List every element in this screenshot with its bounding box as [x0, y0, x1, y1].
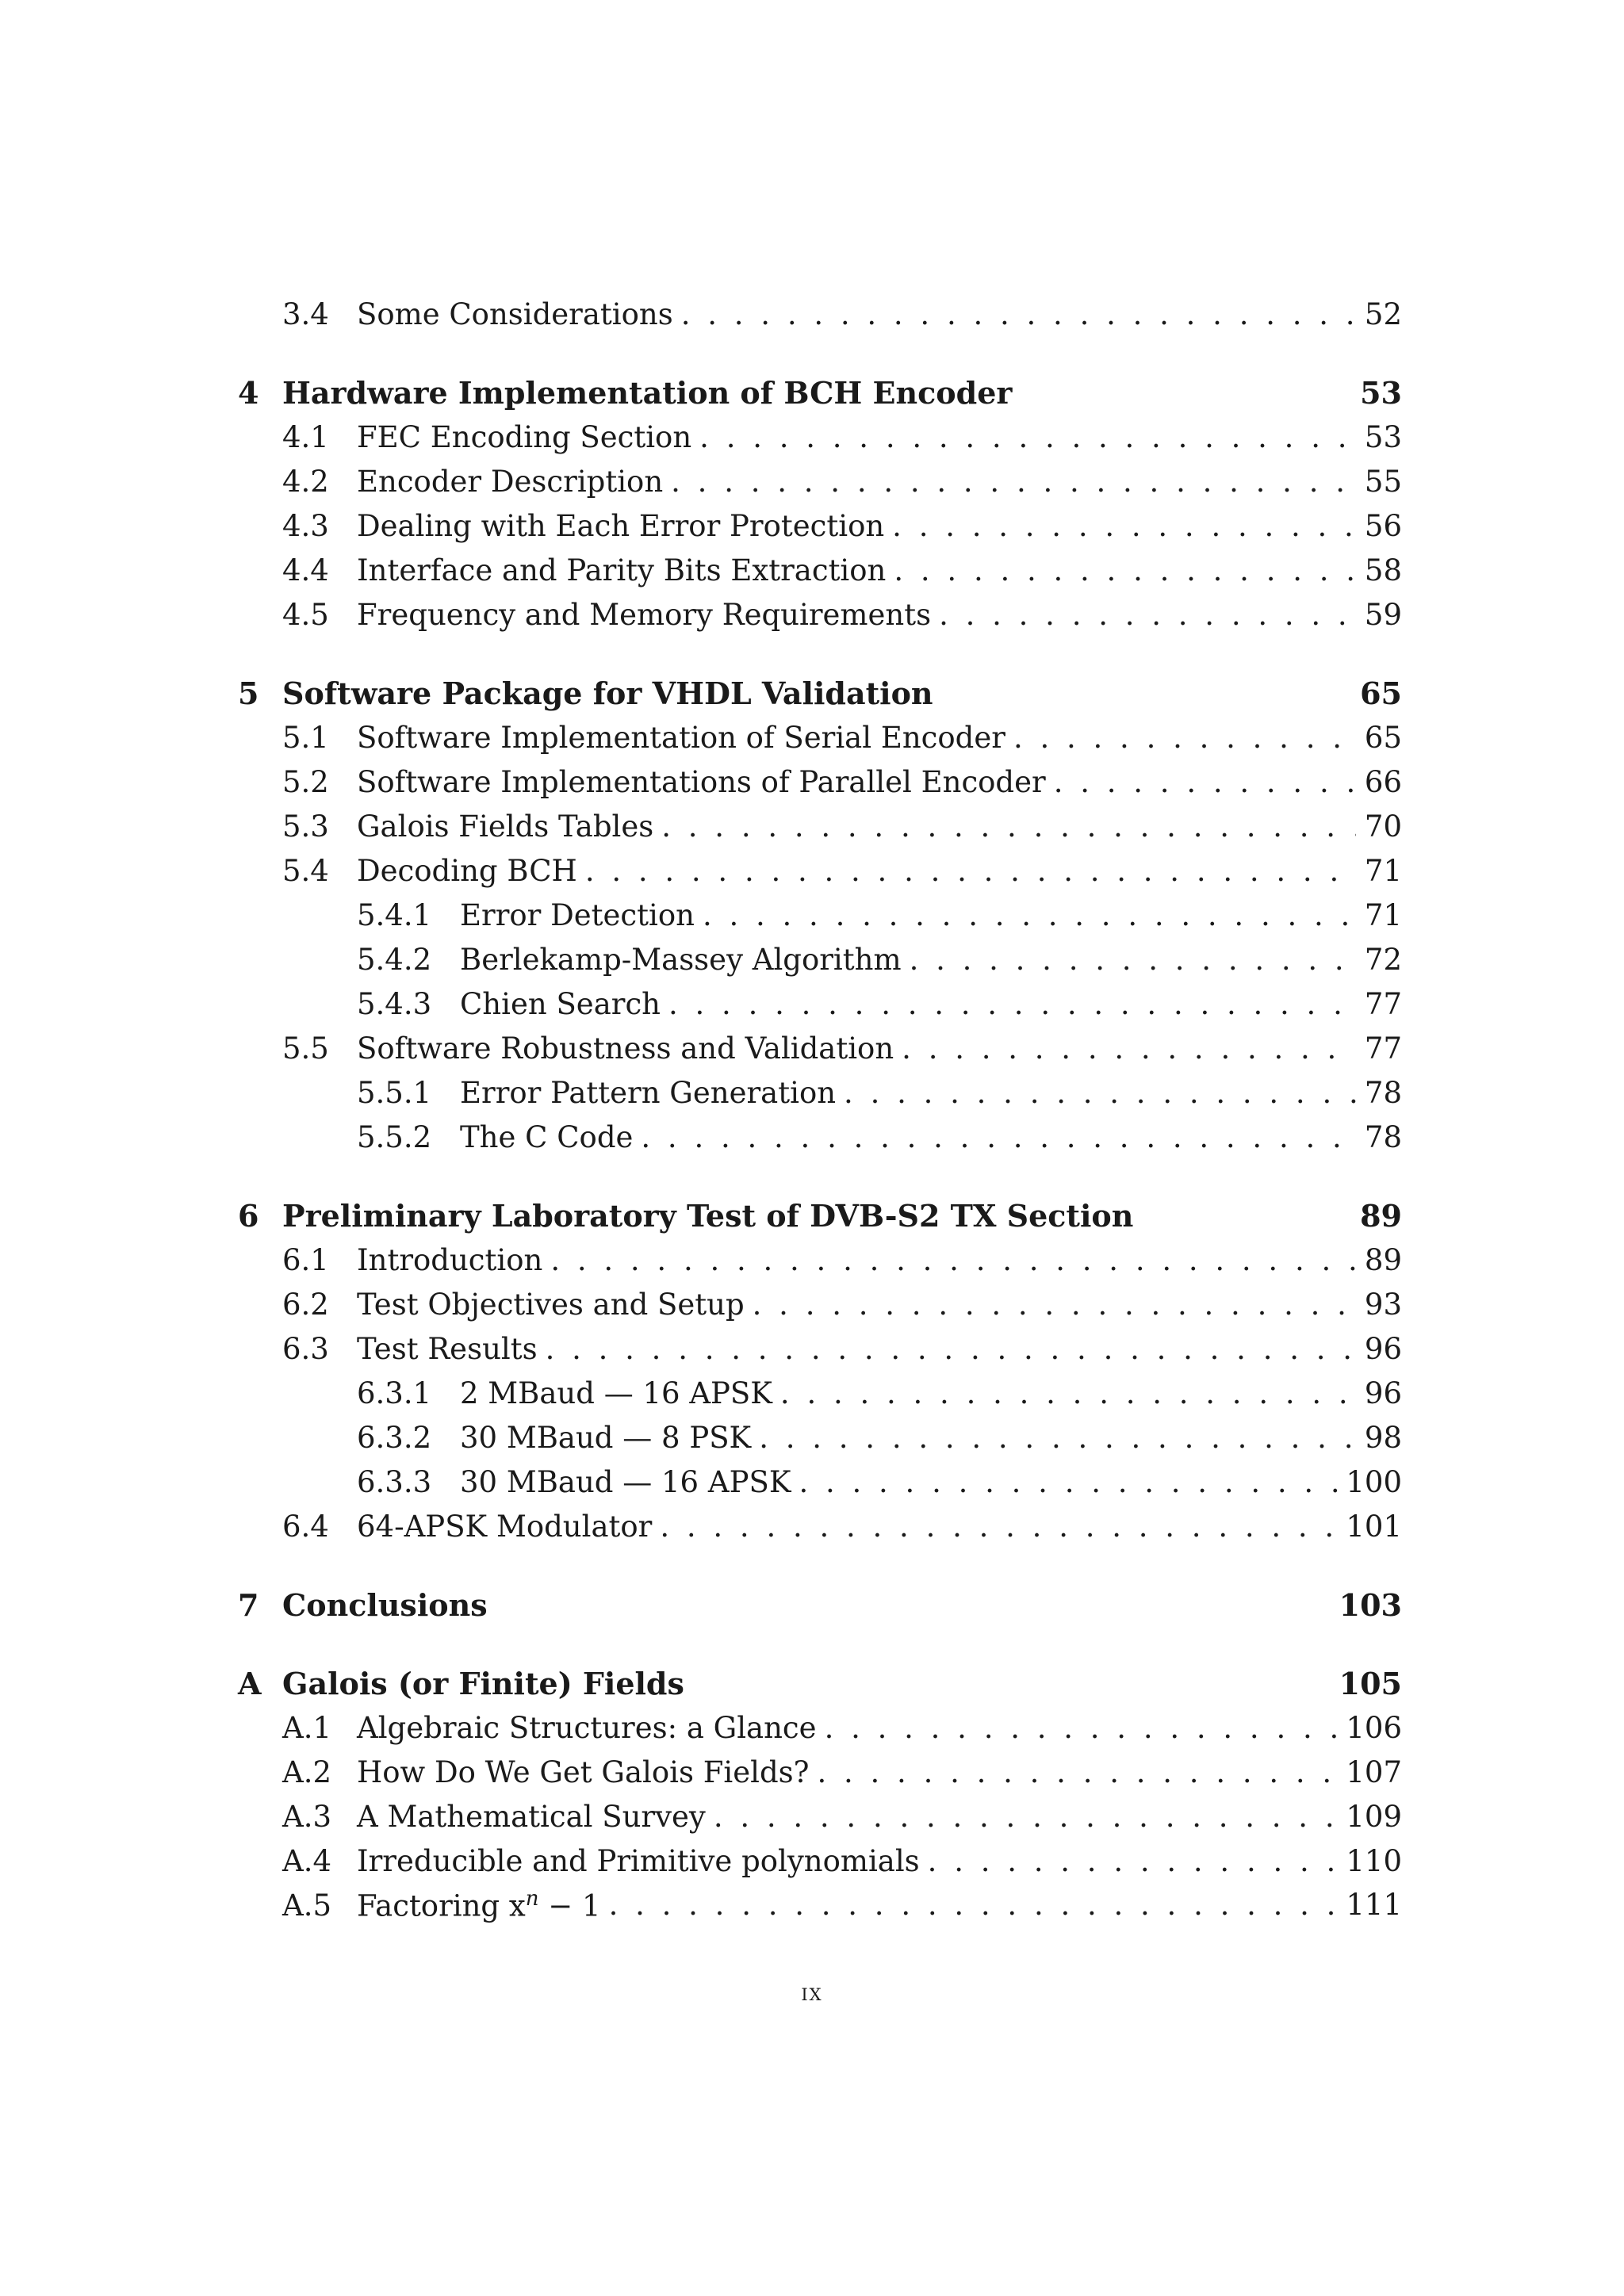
entry-title-line	[282, 1587, 1402, 1623]
entry-page-number: 96	[1364, 1376, 1402, 1410]
entry-title-line	[460, 898, 1402, 932]
dot-leader	[703, 898, 1356, 932]
entry-title-line	[357, 854, 1402, 888]
entry-title-line	[282, 675, 1402, 711]
toc-section-entry[interactable]	[238, 292, 1402, 336]
entry-title-text: 30 MBaud — 8 PSK	[460, 1420, 752, 1455]
entry-page-number: 65	[1360, 675, 1402, 711]
dot-leader	[609, 1888, 1340, 1922]
entry-title-line	[357, 1031, 1402, 1066]
toc-section-entry[interactable]	[238, 415, 1402, 459]
entry-title-text: Berlekamp-Massey Algorithm	[460, 942, 902, 977]
entry-number: 6.3.2	[357, 1420, 432, 1455]
entry-title-line	[357, 1332, 1402, 1366]
dot-leader	[844, 1076, 1356, 1110]
dot-leader	[585, 854, 1356, 888]
entry-number: A	[238, 1665, 262, 1701]
dot-leader	[928, 1844, 1340, 1878]
dot-leader	[825, 1711, 1340, 1745]
entry-number: 5.4.1	[357, 897, 432, 932]
entry-title-line	[357, 765, 1402, 799]
toc-section-entry[interactable]	[238, 1839, 1402, 1883]
dot-leader	[902, 1031, 1356, 1066]
entry-title-text: Galois (or Finite) Fields	[282, 1665, 684, 1701]
entry-number: 4	[238, 374, 259, 411]
dot-leader	[699, 420, 1356, 454]
entry-title	[357, 1711, 825, 1745]
entry-title	[282, 1587, 496, 1623]
entry-page-number: 53	[1360, 374, 1402, 411]
entry-page-number: 52	[1364, 297, 1402, 331]
math-tail: − 1	[538, 1888, 601, 1923]
entry-title-text: Software Package for VHDL Validation	[282, 675, 933, 711]
entry-page-number: 56	[1364, 508, 1402, 543]
entry-title	[357, 854, 585, 888]
dot-leader	[780, 1376, 1356, 1410]
entry-page-number: 65	[1364, 720, 1402, 755]
entry-number: 4.2	[282, 464, 329, 499]
entry-title	[460, 898, 703, 932]
toc-section-entry[interactable]	[238, 848, 1402, 893]
dot-leader	[671, 465, 1356, 499]
dot-leader	[660, 1510, 1339, 1544]
entry-title-text: 64-APSK Modulator	[357, 1509, 653, 1544]
entry-page-number: 71	[1364, 897, 1402, 932]
entry-title-text: Software Implementations of Parallel Encoder	[357, 764, 1046, 799]
toc-section-entry[interactable]	[238, 1238, 1402, 1282]
toc-section-entry[interactable]	[238, 1326, 1402, 1371]
entry-page-number: 59	[1364, 597, 1402, 632]
dot-leader	[910, 943, 1356, 977]
entry-page-number: 110	[1346, 1843, 1402, 1878]
entry-title-text: 2 MBaud — 16 APSK	[460, 1376, 772, 1410]
entry-title-text: Preliminary Laboratory Test of DVB-S2 TX Section	[282, 1197, 1134, 1234]
entry-page-number: 105	[1339, 1665, 1402, 1701]
toc-subsection-entry[interactable]	[238, 1371, 1402, 1415]
entry-title	[357, 1332, 546, 1366]
entry-title	[282, 1666, 692, 1701]
math-superscript: n	[525, 1887, 539, 1911]
entry-title-line	[357, 1887, 1402, 1923]
entry-page-number: 77	[1364, 1031, 1402, 1066]
entry-page-number: 100	[1346, 1464, 1402, 1499]
entry-title-line	[357, 1755, 1402, 1789]
entry-title-text: Error Detection	[460, 897, 695, 932]
entry-title	[357, 420, 699, 454]
entry-number: 4.1	[282, 419, 329, 454]
entry-title-line	[357, 297, 1402, 331]
entry-page-number: 71	[1364, 853, 1402, 888]
entry-page-number: 109	[1346, 1799, 1402, 1834]
table-of-contents	[238, 292, 1402, 1927]
entry-title-line	[460, 1076, 1402, 1110]
toc-subsection-entry[interactable]	[238, 1460, 1402, 1504]
toc-chapter-entry[interactable]	[238, 1193, 1402, 1238]
toc-section-entry[interactable]	[238, 1705, 1402, 1750]
entry-title-text: Encoder Description	[357, 464, 664, 499]
entry-title-line	[460, 1421, 1402, 1455]
entry-title-line	[357, 420, 1402, 454]
entry-title-text: Test Results	[357, 1331, 538, 1366]
entry-number: 5.5	[282, 1031, 329, 1066]
entry-title	[357, 809, 661, 844]
entry-page-number: 89	[1360, 1197, 1402, 1234]
toc-subsection-entry[interactable]	[238, 937, 1402, 982]
toc-section-entry[interactable]	[238, 715, 1402, 760]
entry-title-line	[460, 1376, 1402, 1410]
entry-title-text: Algebraic Structures: a Glance	[357, 1710, 817, 1745]
entry-number: 6.3	[282, 1331, 329, 1366]
dot-leader	[817, 1755, 1339, 1789]
entry-title	[460, 1465, 799, 1499]
dot-leader	[894, 553, 1356, 587]
entry-title-text: Introduction	[357, 1242, 543, 1277]
dot-leader	[799, 1465, 1339, 1499]
entry-number: 6.3.3	[357, 1464, 432, 1499]
toc-section-entry[interactable]	[238, 1504, 1402, 1548]
entry-title-line	[357, 1844, 1402, 1878]
entry-title-text: Some Considerations	[357, 297, 673, 331]
entry-number: 6.4	[282, 1509, 329, 1544]
toc-section-entry[interactable]	[238, 1282, 1402, 1326]
entry-page-number: 106	[1346, 1710, 1402, 1745]
entry-title	[357, 465, 671, 499]
dot-leader	[661, 809, 1356, 844]
entry-title-line	[460, 1465, 1402, 1499]
toc-chapter-entry[interactable]	[238, 1582, 1402, 1627]
entry-page-number: 89	[1364, 1242, 1402, 1277]
entry-title-line	[282, 1666, 1402, 1701]
toc-chapter-entry[interactable]	[238, 1661, 1402, 1705]
entry-title	[460, 987, 668, 1021]
entry-title-line	[357, 598, 1402, 632]
entry-page-number: 55	[1364, 464, 1402, 499]
entry-number: 5.3	[282, 809, 329, 844]
entry-title-line	[357, 509, 1402, 543]
toc-section-entry[interactable]	[238, 459, 1402, 503]
entry-number: A.1	[282, 1710, 332, 1745]
entry-number: A.4	[282, 1843, 332, 1878]
entry-title	[357, 1887, 609, 1923]
entry-page-number: 78	[1364, 1075, 1402, 1110]
entry-number: A.3	[282, 1799, 332, 1834]
dot-leader	[939, 598, 1356, 632]
entry-number: 4.5	[282, 597, 329, 632]
toc-chapter-entry[interactable]	[238, 671, 1402, 715]
entry-title	[357, 1844, 928, 1878]
dot-leader	[753, 1288, 1356, 1322]
page-number: ix	[801, 1979, 823, 2007]
entry-title-line	[282, 1198, 1402, 1234]
entry-number: 5.2	[282, 764, 329, 799]
toc-section-entry[interactable]	[238, 760, 1402, 804]
entry-title	[357, 1800, 714, 1834]
entry-title-text: Conclusions	[282, 1586, 488, 1623]
entry-title-line	[357, 809, 1402, 844]
entry-title	[282, 375, 1020, 411]
entry-title	[357, 1510, 660, 1544]
entry-title-text: Interface and Parity Bits Extraction	[357, 553, 887, 587]
entry-page-number: 98	[1364, 1420, 1402, 1455]
entry-title-line	[357, 465, 1402, 499]
toc-subsection-entry[interactable]	[238, 1070, 1402, 1115]
toc-chapter-entry[interactable]	[238, 370, 1402, 415]
toc-section-entry[interactable]	[238, 1794, 1402, 1839]
entry-title	[282, 1198, 1141, 1234]
entry-number: 6	[238, 1197, 259, 1234]
entry-number: 5.4.3	[357, 986, 432, 1021]
entry-title-text: Software Implementation of Serial Encoder	[357, 720, 1005, 755]
entry-title	[460, 943, 910, 977]
entry-title-text: How Do We Get Galois Fields?	[357, 1755, 810, 1789]
entry-number: 6.2	[282, 1287, 329, 1322]
entry-number: 6.1	[282, 1242, 329, 1277]
entry-title	[357, 1288, 753, 1322]
entry-title-text: Frequency and Memory Requirements	[357, 597, 932, 632]
entry-title	[357, 721, 1013, 755]
entry-title	[357, 598, 939, 632]
dot-leader	[546, 1332, 1356, 1366]
entry-page-number: 103	[1339, 1586, 1402, 1623]
entry-number: 7	[238, 1586, 259, 1623]
entry-page-number: 96	[1364, 1331, 1402, 1366]
entry-title-line	[460, 987, 1402, 1021]
entry-title-text: Hardware Implementation of BCH Encoder	[282, 374, 1013, 411]
entry-page-number: 53	[1364, 419, 1402, 454]
entry-title-text: Error Pattern Generation	[460, 1075, 837, 1110]
entry-title-line	[357, 1243, 1402, 1277]
toc-section-entry[interactable]	[238, 592, 1402, 637]
entry-title	[357, 1755, 817, 1789]
entry-number: 5.5.1	[357, 1075, 432, 1110]
entry-number: 5.4	[282, 853, 329, 888]
entry-title-text: FEC Encoding Section	[357, 419, 692, 454]
entry-page-number: 72	[1364, 942, 1402, 977]
entry-title-text: A Mathematical Survey	[357, 1799, 706, 1834]
toc-subsection-entry[interactable]	[238, 1115, 1402, 1159]
toc-subsection-entry[interactable]	[238, 982, 1402, 1026]
entry-title-text: Galois Fields Tables	[357, 809, 654, 844]
entry-title	[460, 1421, 759, 1455]
entry-title-text: Irreducible and Primitive polynomials	[357, 1843, 920, 1878]
entry-title-text: Chien Search	[460, 986, 661, 1021]
entry-title	[357, 1031, 902, 1066]
entry-title-line	[357, 1711, 1402, 1745]
entry-title-text: Test Objectives and Setup	[357, 1287, 745, 1322]
entry-title-text: Factoring x	[357, 1888, 526, 1923]
dot-leader	[668, 987, 1356, 1021]
toc-section-entry[interactable]	[238, 503, 1402, 548]
entry-title-line	[357, 721, 1402, 755]
entry-title-text: Dealing with Each Error Protection	[357, 508, 885, 543]
entry-title	[460, 1376, 780, 1410]
toc-subsection-entry[interactable]	[238, 1415, 1402, 1460]
entry-number: 5.1	[282, 720, 329, 755]
entry-title	[357, 765, 1054, 799]
toc-section-entry[interactable]	[238, 804, 1402, 848]
entry-title	[357, 553, 894, 587]
entry-page-number: 70	[1364, 809, 1402, 844]
entry-title	[460, 1120, 641, 1154]
entry-page-number: 111	[1346, 1888, 1402, 1923]
toc-section-entry[interactable]	[238, 1750, 1402, 1794]
entry-title-line	[357, 1288, 1402, 1322]
dot-leader	[550, 1243, 1356, 1277]
entry-title-line	[282, 375, 1402, 411]
entry-title	[460, 1076, 844, 1110]
entry-title	[282, 675, 941, 711]
entry-number: 5	[238, 675, 259, 711]
entry-title-text: 30 MBaud — 16 APSK	[460, 1464, 791, 1499]
dot-leader	[892, 509, 1356, 543]
entry-title	[357, 1243, 550, 1277]
entry-number: 3.4	[282, 297, 329, 331]
entry-title-line	[357, 553, 1402, 587]
dot-leader	[759, 1421, 1356, 1455]
entry-number: 5.5.2	[357, 1119, 432, 1154]
dot-leader	[1054, 765, 1356, 799]
entry-number: 4.3	[282, 508, 329, 543]
entry-page-number: 107	[1346, 1755, 1402, 1789]
dot-leader	[1013, 721, 1356, 755]
entry-page-number: 58	[1364, 553, 1402, 587]
entry-number: A.2	[282, 1755, 332, 1789]
entry-number: 5.4.2	[357, 942, 432, 977]
toc-section-entry[interactable]	[238, 1026, 1402, 1070]
toc-section-entry[interactable]	[238, 548, 1402, 592]
entry-page-number: 78	[1364, 1119, 1402, 1154]
entry-title-text: Software Robustness and Validation	[357, 1031, 894, 1066]
toc-section-entry[interactable]	[238, 1883, 1402, 1927]
entry-title-text: The C Code	[460, 1119, 634, 1154]
dot-leader	[681, 297, 1356, 331]
entry-title-line	[357, 1510, 1402, 1544]
entry-title-text: Decoding BCH	[357, 853, 577, 888]
entry-page-number: 77	[1364, 986, 1402, 1021]
entry-title	[357, 297, 681, 331]
entry-title-line	[460, 1120, 1402, 1154]
entry-page-number: 101	[1346, 1509, 1402, 1544]
dot-leader	[641, 1120, 1356, 1154]
entry-title-line	[357, 1800, 1402, 1834]
toc-subsection-entry[interactable]	[238, 893, 1402, 937]
entry-page-number: 66	[1364, 764, 1402, 799]
entry-number: A.5	[282, 1888, 332, 1923]
dot-leader	[714, 1800, 1340, 1834]
entry-number: 4.4	[282, 553, 329, 587]
entry-number: 6.3.1	[357, 1376, 432, 1410]
entry-page-number: 93	[1364, 1287, 1402, 1322]
entry-title-line	[460, 943, 1402, 977]
entry-title	[357, 509, 892, 543]
